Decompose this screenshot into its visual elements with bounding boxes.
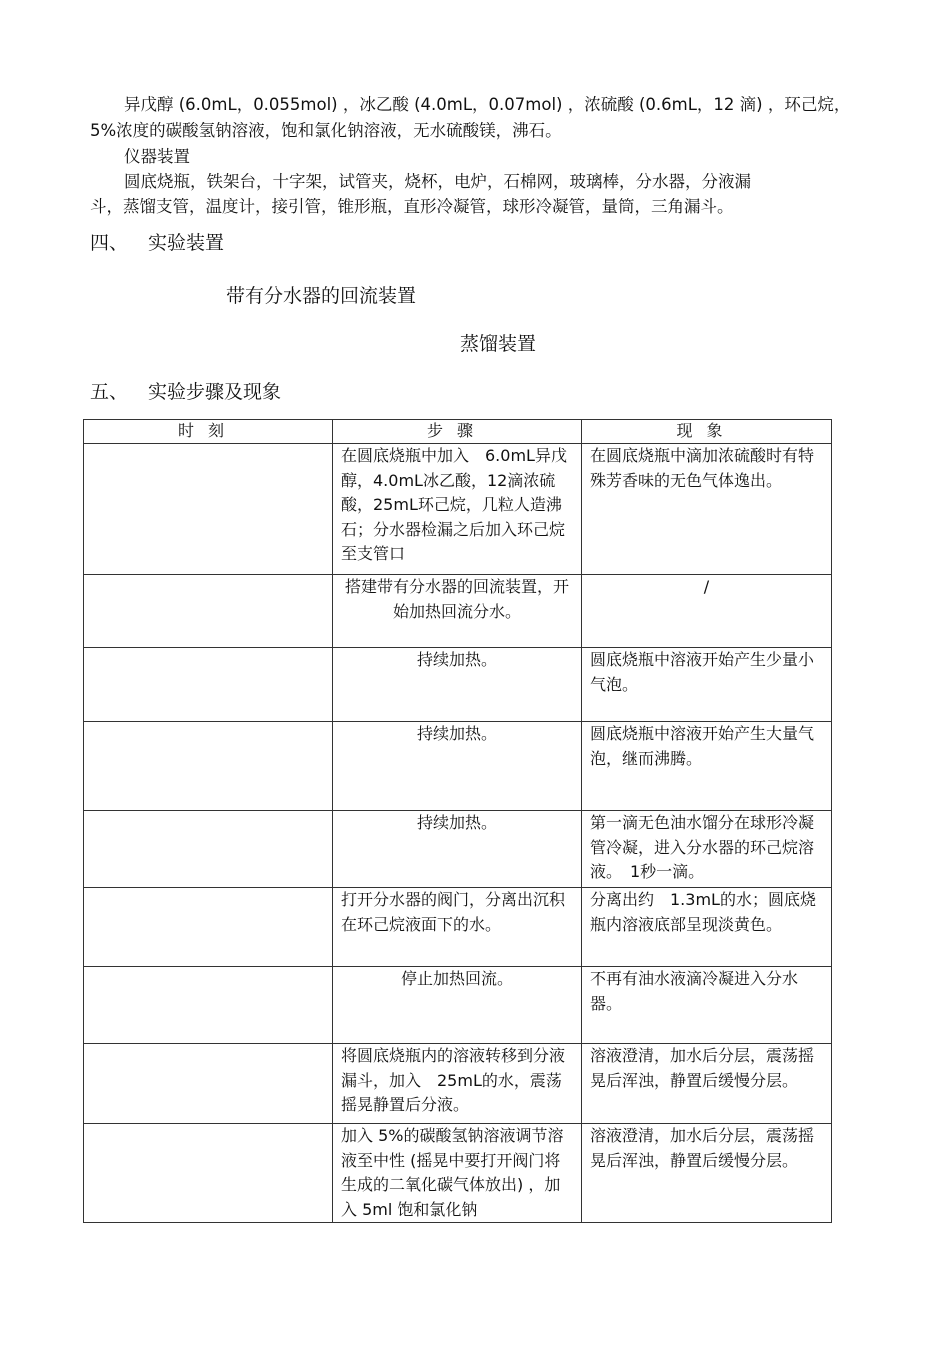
observation-cell: 不再有油水液滴冷凝进入分水器。 [582, 967, 832, 1044]
observation-cell: 在圆底烧瓶中滴加浓硫酸时有特殊芳香味的无色气体逸出。 [582, 444, 832, 575]
observation-cell: 圆底烧瓶中溶液开始产生少量小气泡。 [582, 648, 832, 722]
table-row [84, 575, 832, 648]
table-row [84, 888, 832, 967]
section-4-number: 四、 [90, 232, 129, 254]
step-cell: 加入 5%的碳酸氢钠溶液调节溶液至中性 (摇晃中要打开阀门将生成的二氧化碳气体放出) ，加入 5ml 饱和氯化钠 [333, 1124, 582, 1223]
table-row [84, 1124, 832, 1223]
steps-table [83, 419, 832, 1223]
table-row [84, 722, 832, 811]
header-time: 时刻 [84, 420, 333, 444]
observation-cell: / [582, 575, 832, 648]
section-4-title: 实验装置 [148, 232, 225, 254]
table-header-row [84, 420, 832, 444]
section-5-number: 五、 [90, 381, 129, 403]
time-cell [84, 575, 333, 648]
table-row [84, 444, 832, 575]
observation-cell: 第一滴无色油水馏分在球形冷凝管冷凝，进入分水器的环己烷溶液。 1秒一滴。 [582, 811, 832, 888]
table-row [84, 648, 832, 722]
time-cell [84, 1124, 333, 1223]
observation-cell: 溶液澄清，加水后分层，震荡摇晃后浑浊，静置后缓慢分层。 [582, 1124, 832, 1223]
section-5-heading [90, 378, 281, 406]
step-cell: 搭建带有分水器的回流装置，开始加热回流分水。 [333, 575, 582, 648]
observation-cell: 圆底烧瓶中溶液开始产生大量气泡，继而沸腾。 [582, 722, 832, 811]
instruments-line-2: 斗，蒸馏支管，温度计，接引管，锥形瓶，直形冷凝管，球形冷凝管，量筒，三角漏斗。 [90, 197, 734, 216]
observation-cell: 溶液澄清，加水后分层，震荡摇晃后浑浊，静置后缓慢分层。 [582, 1044, 832, 1124]
header-observation: 现象 [582, 420, 832, 444]
time-cell [84, 811, 333, 888]
table-row [84, 967, 832, 1044]
caption-reflux-apparatus: 带有分水器的回流装置 [226, 285, 417, 307]
observation-cell: 分离出约 1.3mL的水；圆底烧瓶内溶液底部呈现淡黄色。 [582, 888, 832, 967]
time-cell [84, 648, 333, 722]
time-cell [84, 1044, 333, 1124]
step-cell: 持续加热。 [333, 648, 582, 722]
header-step: 步骤 [333, 420, 582, 444]
table-row [84, 1044, 832, 1124]
section-5-title: 实验步骤及现象 [148, 381, 282, 403]
step-cell: 持续加热。 [333, 811, 582, 888]
reagents-line-1: 异戊醇 (6.0mL，0.055mol) ，冰乙酸 (4.0mL，0.07mol) ，浓硫酸 (0.6mL，12 滴) ，环己烷， [124, 95, 851, 114]
step-cell: 持续加热。 [333, 722, 582, 811]
step-cell: 停止加热回流。 [333, 967, 582, 1044]
time-cell [84, 888, 333, 967]
time-cell [84, 967, 333, 1044]
reagents-line-2: 5%浓度的碳酸氢钠溶液，饱和氯化钠溶液，无水硫酸镁，沸石。 [90, 121, 562, 140]
step-cell: 将圆底烧瓶内的溶液转移到分液漏斗，加入 25mL的水，震荡摇晃静置后分液。 [333, 1044, 582, 1124]
step-cell: 在圆底烧瓶中加入 6.0mL异戊醇，4.0mL冰乙酸，12滴浓硫酸，25mL环己烷，几粒人造沸石；分水器检漏之后加入环己烷至支管口 [333, 444, 582, 575]
time-cell [84, 722, 333, 811]
time-cell [84, 444, 333, 575]
section-4-heading [90, 229, 224, 257]
step-cell: 打开分水器的阀门，分离出沉积在环己烷液面下的水。 [333, 888, 582, 967]
instruments-title: 仪器装置 [124, 147, 190, 166]
table-row [84, 811, 832, 888]
instruments-line-1: 圆底烧瓶，铁架台，十字架，试管夹，烧杯，电炉，石棉网，玻璃棒，分水器，分液漏 [124, 172, 751, 191]
caption-distillation-apparatus: 蒸馏装置 [460, 333, 537, 355]
